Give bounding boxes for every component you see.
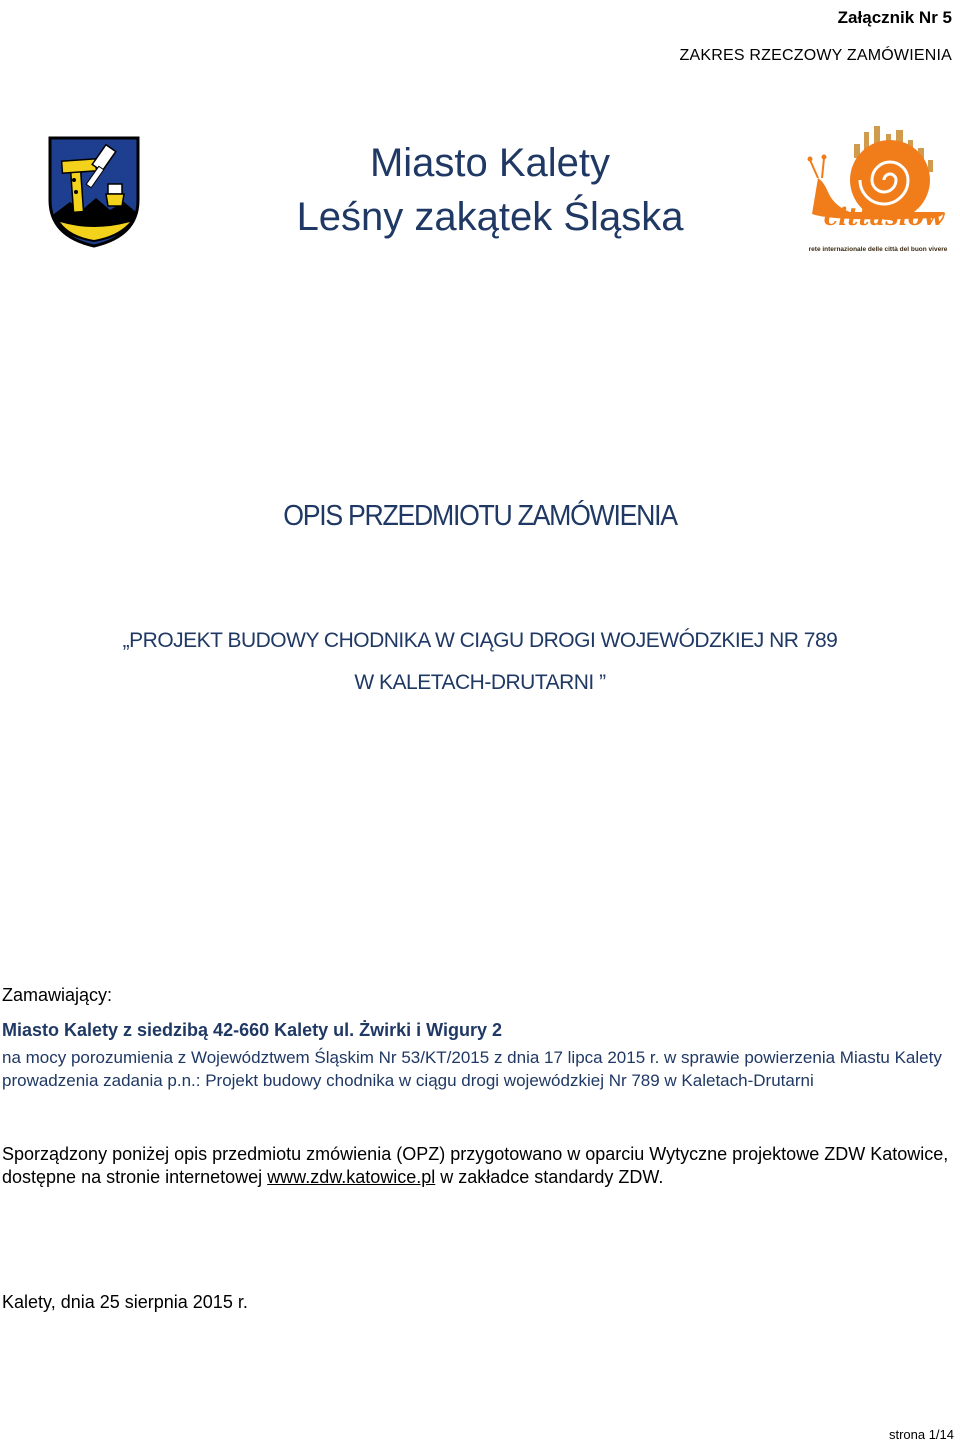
scope-label: ZAKRES RZECZOWY ZAMÓWIENIA	[679, 47, 952, 64]
cittaslow-tagline: rete internazionale delle città del buon vivere	[808, 246, 948, 253]
document-heading: OPIS PRZEDMIOTU ZAMÓWIENIA	[283, 500, 677, 532]
title-block	[200, 136, 780, 244]
zdw-website-link[interactable]: www.zdw.katowice.pl	[267, 1167, 436, 1187]
page-number: strona 1/14	[888, 1427, 954, 1442]
ordering-party-description: na mocy porozumienia z Województwem Śląskim Nr 53/KT/2015 z dnia 17 lipca 2015 r. w sprawie powierzenia Miastu Kalety prowadzenia zadania p.n.: Projekt budowy chodnika w ciągu drogi wojewódzkiej Nr 789 w Kaletach-Drutarni	[2, 1048, 942, 1090]
preparation-text: Sporządzony poniżej opis przedmiotu zmówienia (OPZ) przygotowano w oparciu Wytyczne projektowe ZDW Katowice, dostępne na stronie internetowej	[2, 1144, 949, 1187]
city-title: Miasto Kalety	[369, 141, 611, 185]
ordering-party-name: Miasto Kalety z siedzibą 42-660 Kalety ul. Żwirki i Wigury 2	[2, 1020, 503, 1040]
ordering-party-label: Zamawiający:	[2, 985, 113, 1005]
project-title-line2: W KALETACH-DRUTARNI ”	[354, 671, 606, 694]
date-line: Kalety, dnia 25 sierpnia 2015 r.	[2, 1292, 248, 1312]
project-title-line1: „PROJEKT BUDOWY CHODNIKA W CIĄGU DROGI WOJEWÓDZKIEJ NR 789	[122, 629, 838, 652]
preparation-text-end: w zakładce standardy ZDW.	[435, 1167, 664, 1187]
preparation-note	[2, 1143, 960, 1189]
project-title	[0, 620, 960, 704]
cittaslow-snail-logo-icon	[794, 122, 960, 262]
kalety-coat-of-arms-icon	[48, 136, 140, 248]
cittaslow-wordmark: cittaslow	[823, 202, 945, 231]
attachment-label: Załącznik Nr 5	[837, 8, 952, 27]
city-subtitle: Leśny zakątek Śląska	[296, 195, 684, 239]
